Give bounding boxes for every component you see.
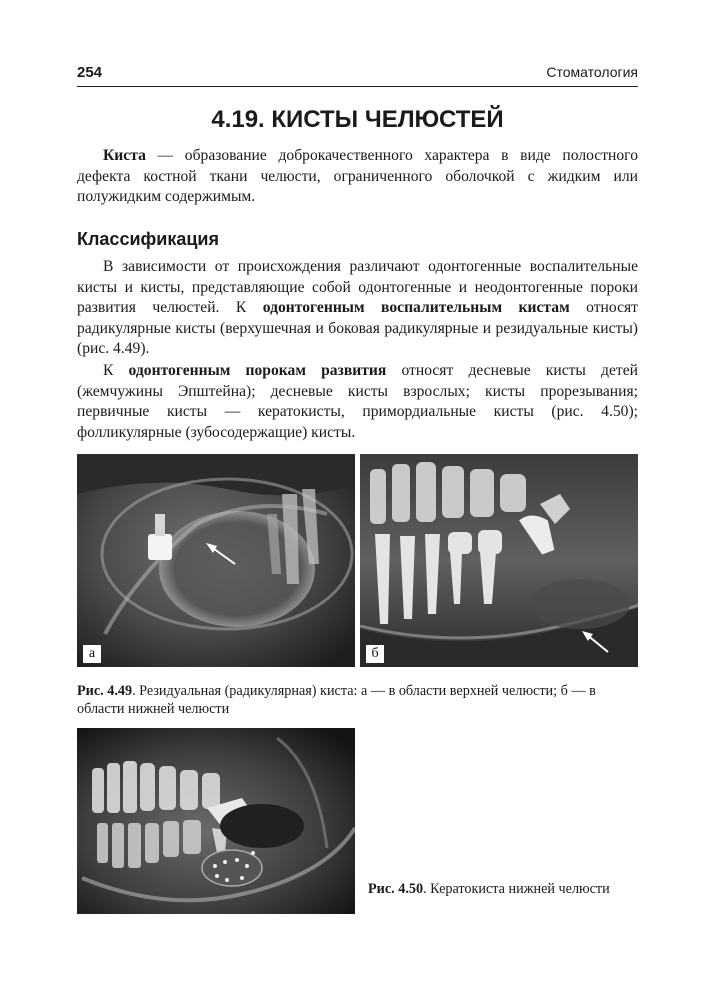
classification-heading: Классификация (77, 229, 219, 249)
chapter-title: 4.19. КИСТЫ ЧЕЛЮСТЕЙ (211, 106, 504, 133)
figure-449b-label: б (366, 645, 384, 663)
xray-image-449b (360, 454, 638, 667)
para2-text-end: относят десневые кисты детей (жемчужины Эпштейна); десневые кисты взрослых; кисты прорезывания; первичные кисты — кератокисты, примордиальные кисты (рис. 4.50); фолликулярные (зубосодержащие) кисты. (77, 362, 638, 441)
xray-image-450 (77, 728, 355, 914)
running-title: Стоматология (546, 64, 638, 80)
xray-image-449a (77, 454, 355, 667)
definition-text: — образование доброкачественного характера в виде полостного дефекта костной ткани челюсти, ограниченного оболочкой с жидким или полужидким содержимым. (77, 147, 638, 206)
page-header (77, 64, 638, 87)
para1-bold-term: одонтогенным воспалительным кистам (262, 299, 570, 317)
figure-449-number: Рис. 4.49 (77, 683, 133, 699)
para1-text-end: относят радикулярные кисты (верхушечная и боковая радикулярные и резидуальные кисты) (рис. 4.49). (77, 299, 638, 358)
page-number: 254 (77, 64, 103, 81)
classification-paragraph-1 (77, 257, 638, 360)
definition-term: Киста (103, 147, 146, 164)
figure-449-caption (77, 682, 638, 718)
figure-450-caption (368, 880, 638, 898)
para2-text-start: К (103, 362, 129, 379)
para1-text-start: В зависимости от происхождения различают одонтогенные воспалительные кисты и кисты, представляющие собой одонтогенные и неодонтогенные пороки развития челюстей. К (77, 258, 638, 317)
classification-paragraph-2 (77, 361, 638, 443)
figure-449-caption-text: . Резидуальная (радикулярная) киста: а — в области верхней челюсти; б — в области нижней челюсти (77, 683, 596, 717)
definition-paragraph (77, 146, 638, 208)
figure-449a-label: а (83, 645, 101, 663)
para2-bold-term: одонтогенным порокам развития (128, 362, 387, 379)
figure-450-number: Рис. 4.50 (368, 881, 424, 897)
figure-450-caption-text: . Кератокиста нижней челюсти (423, 881, 610, 897)
